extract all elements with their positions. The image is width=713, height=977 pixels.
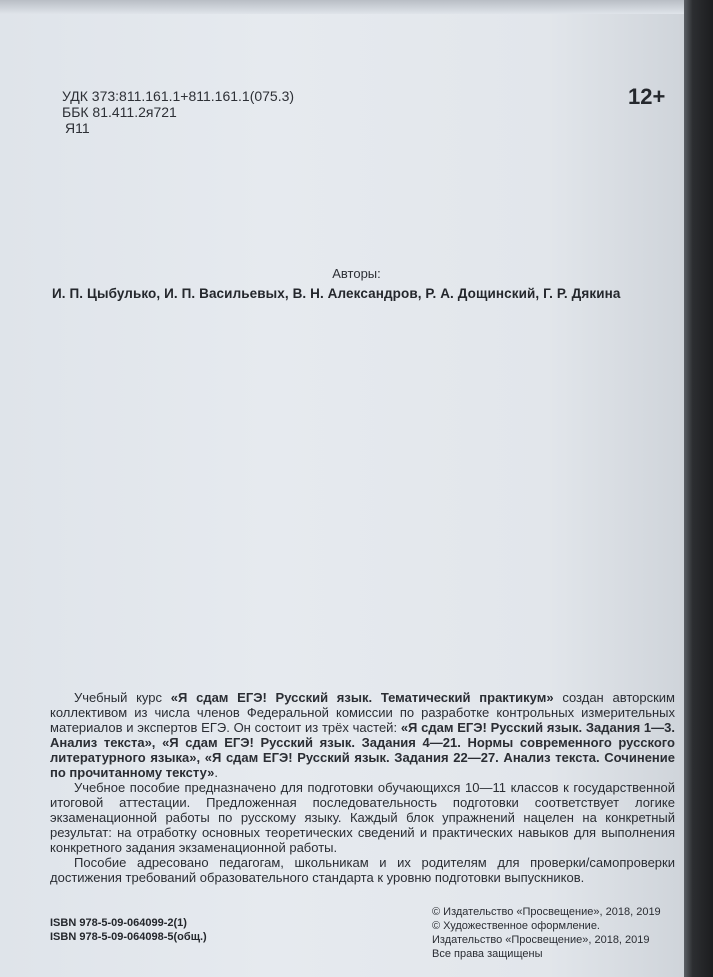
annotation-paragraph-1 <box>50 690 675 780</box>
annotation-text: создан авторским коллективом из числа членов Федеральной комиссии по разработке контрольных измерительных материалов и экспертов ЕГЭ. Он состоит из трёх частей: <box>50 690 675 735</box>
authors-list: И. П. Цыбулько, И. П. Васильевых, В. Н. Александров, Р. А. Дощинский, Г. Р. Дякина <box>52 286 621 301</box>
copyright-design: © Художественное оформление. <box>432 920 600 932</box>
annotation-paragraph-2: Учебное пособие предназначено для подготовки обучающихся 10—11 классов к государственной итоговой аттестации. Предложенная последовательность подготовки соответствует логике экзаменационной работы по русскому языку. Каждый блок упражнений нацелен на конкретный результат: на отработку основных теоретических сведений и практических навыков для выполнения конкретного задания экзаменационной работы. <box>50 780 675 855</box>
age-rating: 12+ <box>628 84 666 109</box>
isbn-set: ISBN 978-5-09-064098-5(общ.) <box>50 931 207 943</box>
rights-reserved: Все права защищены <box>432 948 543 960</box>
authors-label: Авторы: <box>332 266 381 281</box>
book-annotation <box>50 690 675 885</box>
page-top-shadow <box>0 0 684 14</box>
copyright-publisher: © Издательство «Просвещение», 2018, 2019 <box>432 906 661 918</box>
classification-codes <box>62 88 294 136</box>
udk-code: УДК 373:811.161.1+811.161.1(075.3) <box>62 88 295 104</box>
isbn-block <box>50 916 207 944</box>
course-parts: «Я сдам ЕГЭ! Русский язык. Задания 1—3. Анализ текста», «Я сдам ЕГЭ! Русский язык. Задания 4—21. Нормы современного русского литературного языка», «Я сдам ЕГЭ! Русский язык. Задания 22—27. Анализ текста. Сочинение по прочитанному тексту» <box>50 720 675 780</box>
course-title: «Я сдам ЕГЭ! Русский язык. Тематический практикум» <box>170 690 554 705</box>
copyright-block <box>432 905 661 961</box>
annotation-paragraph-3: Пособие адресовано педагогам, школьникам и их родителям для проверки/самопроверки достижения требований образовательного стандарта к уровню подготовки выпускников. <box>50 855 675 885</box>
book-spine-shadow <box>684 0 713 977</box>
isbn-volume: ISBN 978-5-09-064099-2(1) <box>50 917 187 929</box>
annotation-text: . <box>214 765 218 780</box>
copyright-design-publisher: Издательство «Просвещение», 2018, 2019 <box>432 934 650 946</box>
author-sign-code: Я11 <box>65 120 90 136</box>
bbk-code: ББК 81.411.2я721 <box>62 104 177 120</box>
annotation-text: Учебный курс <box>74 690 171 705</box>
